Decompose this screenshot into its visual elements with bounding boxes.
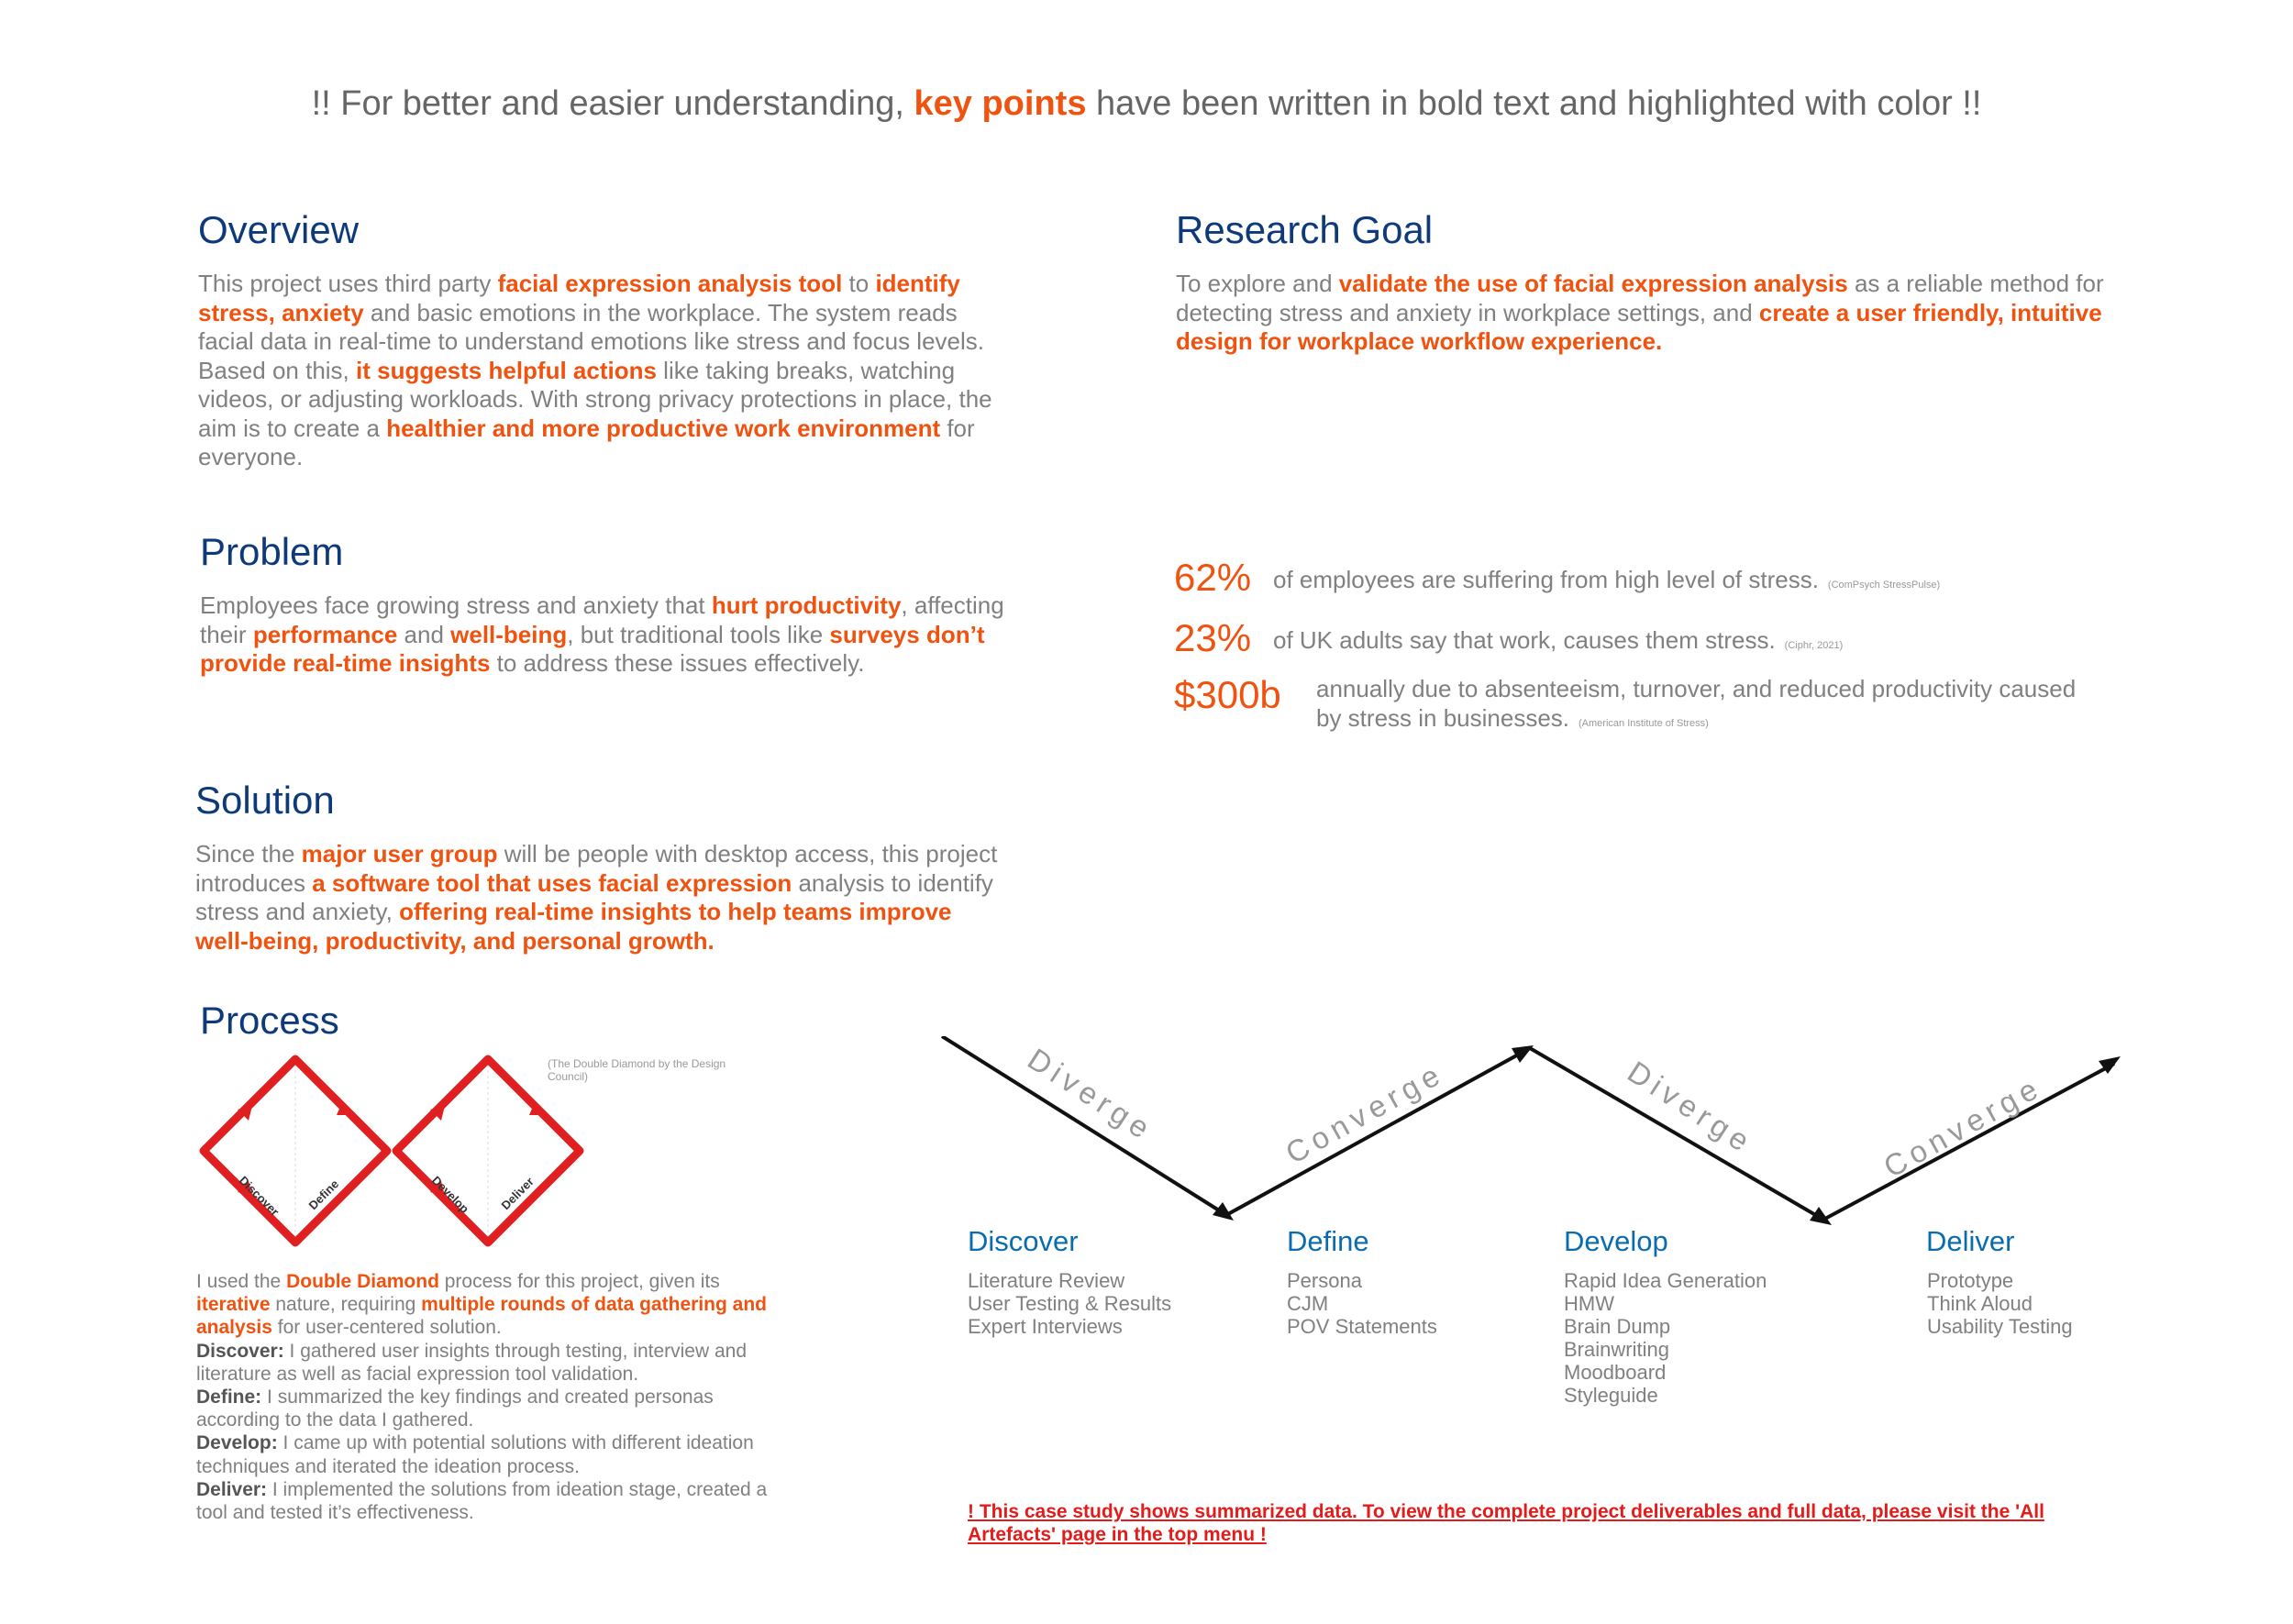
diamond-label-discover: Discover <box>236 1173 282 1219</box>
stat-value: 23% <box>1174 616 1252 659</box>
arrowhead-2 <box>1512 1045 1534 1063</box>
phase-title-develop: Develop <box>1564 1225 1668 1257</box>
phase-title-define: Define <box>1287 1225 1369 1257</box>
list-item: User Testing & Results <box>968 1292 1172 1315</box>
solution-text: Since the major user group will be people with desktop access, this project introduces a software tool that uses facial expression analysis to identify stress and anxiety, offering real-time insights to help teams improve well-being, productivity, and personal growth. <box>195 840 998 955</box>
diamond-label-define: Define <box>305 1177 342 1213</box>
problem-text: Employees face growing stress and anxiety that hurt productivity, affecting their performance and well-being, but traditional tools like surveys don’t provide real-time insights to address these issues effectively. <box>200 591 1004 677</box>
phase-list-develop <box>1564 1269 1767 1407</box>
stat-source: (American Institute of Stress) <box>1579 718 1709 729</box>
overview-text: This project uses third party facial expression analysis tool to identify stress, anxiety and basic emotions in the workplace. The system reads facial data in real-time to understand emotions like stress and focus levels. Based on this, it suggests helpful actions like taking breaks, watching videos, or adjusting workloads. With strong privacy protections in place, the aim is to create a healthier and more productive work environment for everyone. <box>198 270 992 470</box>
list-item: Styleguide <box>1564 1384 1658 1407</box>
list-item: Persona <box>1287 1269 1362 1292</box>
list-item: Rapid Idea Generation <box>1564 1269 1767 1292</box>
list-item: Brain Dump <box>1564 1315 1671 1338</box>
process-title: Process <box>200 999 339 1042</box>
process-description: I used the Double Diamond process for this project, given its iterative nature, requiring multiple rounds of data gathering and analysis for user-centered solution. Discover: I gathered user insights through testing, interview and literature as well as facial expression tool validation. Define: I summarized the key findings and created personas according to the data I gathered. Develop: I came up with potential solutions with different ideation techniques and iterated the ideation process. Deliver: I implemented the solutions from ideation stage, created a tool and tested it’s effectiveness. <box>196 1271 768 1524</box>
list-item: Expert Interviews <box>968 1315 1123 1338</box>
research-goal-title: Research Goal <box>1176 208 1434 251</box>
diagram-caption: (The Double Diamond by the Design Council) <box>548 1057 726 1083</box>
list-item: Brainwriting <box>1564 1338 1669 1361</box>
top-banner <box>0 84 2293 124</box>
diamond-label-deliver: Deliver <box>498 1174 537 1213</box>
stat-value: $300b <box>1174 673 1281 716</box>
phase-list-deliver <box>1927 1269 2073 1338</box>
stat-source: (ComPsych StressPulse) <box>1827 580 1941 591</box>
phase-list-define <box>1287 1269 1437 1338</box>
list-item: Moodboard <box>1564 1361 1667 1384</box>
list-item: Usability Testing <box>1927 1315 2073 1338</box>
stat-text: annually due to absenteeism, turnover, and reduced productivity caused by stress in businesses. (American Institute of Stress) <box>1316 675 2077 732</box>
diamond-label-develop: Develop <box>428 1173 472 1216</box>
stat-text: of employees are suffering from high level of stress. (ComPsych StressPulse) <box>1273 566 1941 593</box>
artefacts-notice-link[interactable]: ! This case study shows summarized data. To view the complete project deliverables and full data, please visit the 'All Artefacts' page in the top menu ! <box>968 1501 2044 1545</box>
problem-title: Problem <box>200 530 344 573</box>
stat-value: 62% <box>1174 556 1252 599</box>
stat-text: of UK adults say that work, causes them stress. (Ciphr, 2021) <box>1273 626 1844 654</box>
banner-prefix: !! For better and easier understanding, <box>311 84 914 123</box>
list-item: HMW <box>1564 1292 1614 1315</box>
zigzag-label-converge: Converge <box>1279 1055 1450 1171</box>
list-item: Prototype <box>1927 1269 2014 1292</box>
zigzag-label-diverge: Diverge <box>1622 1054 1760 1161</box>
research-goal-text: To explore and validate the use of facial expression analysis as a reliable method for detecting stress and anxiety in workplace settings, and create a user friendly, intuitive design for workplace workflow experience. <box>1176 270 2104 355</box>
zigzag-label-diverge: Diverge <box>1022 1041 1160 1148</box>
phase-title-discover: Discover <box>968 1225 1079 1257</box>
phase-title-deliver: Deliver <box>1926 1225 2015 1257</box>
zigzag-label-converge: Converge <box>1878 1069 2048 1185</box>
diverge-converge-diagram <box>936 1036 2155 1238</box>
double-diamond-diagram <box>188 1045 592 1256</box>
list-item: CJM <box>1287 1292 1329 1315</box>
list-item: POV Statements <box>1287 1315 1437 1338</box>
list-item: Literature Review <box>968 1269 1125 1292</box>
stat-source: (Ciphr, 2021) <box>1784 640 1844 651</box>
solution-title: Solution <box>195 779 335 822</box>
phase-list-discover <box>968 1269 1171 1338</box>
list-item: Think Aloud <box>1927 1292 2033 1315</box>
banner-suffix: have been written in bold text and highlighted with color !! <box>1086 84 1982 123</box>
banner-highlight: key points <box>914 84 1087 123</box>
overview-title: Overview <box>198 208 360 251</box>
